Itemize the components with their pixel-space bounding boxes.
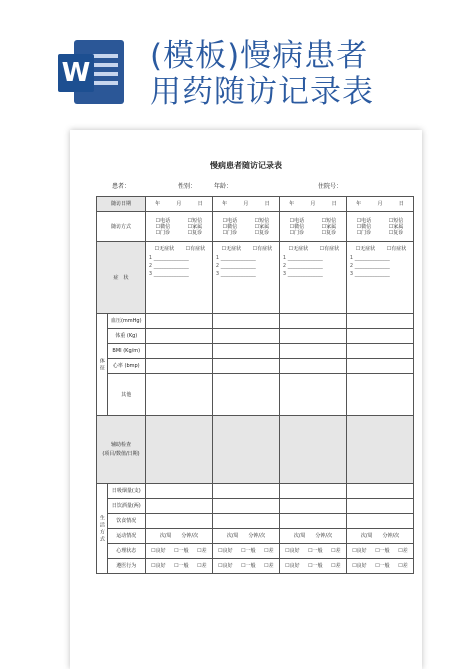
aux-exam-value [346, 416, 413, 484]
checkbox-option[interactable]: ☐电话 [222, 217, 238, 224]
body-sign-value [145, 359, 212, 374]
table-row [97, 242, 414, 314]
lifestyle-value [145, 484, 212, 499]
aux-exam-value [145, 416, 212, 484]
checkbox-option[interactable]: ☐短信 [388, 217, 404, 224]
checkbox-option[interactable]: ☐一般 [375, 563, 390, 569]
table-row [97, 374, 414, 416]
checkbox-option[interactable]: ☐差 [398, 548, 408, 554]
symptom-line: 1 ______________ [282, 255, 323, 261]
visit-date-label: 随访日期 [97, 197, 146, 212]
lifestyle-item-label: 日饮酒量(两) [107, 499, 145, 514]
visit-date-cell [346, 197, 413, 212]
body-sign-value [279, 329, 346, 344]
date-part: 年 [356, 201, 362, 207]
symptom-line: 2 ______________ [349, 263, 390, 269]
lifestyle-value [346, 559, 413, 574]
follow-up-table [96, 196, 414, 574]
body-sign-value [346, 359, 413, 374]
lifestyle-item-label: 遵医行为 [107, 559, 145, 574]
checkbox-option[interactable]: ☐差 [331, 563, 341, 569]
checkbox-option[interactable]: ☐家属 [187, 223, 203, 230]
visit-date-cell [212, 197, 279, 212]
visit-method-options [346, 212, 413, 242]
lifestyle-value [279, 544, 346, 559]
lifestyle-value [145, 544, 212, 559]
checkbox-option[interactable]: ☐家属 [254, 223, 270, 230]
date-part: 年 [289, 201, 295, 207]
lifestyle-value: 次/周 分钟/次 [346, 529, 413, 544]
table-row [97, 314, 414, 329]
checkbox-option[interactable]: ☐复诊 [321, 229, 337, 236]
checkbox-option[interactable]: ☐电话 [289, 217, 305, 224]
lifestyle-value: 次/周 分钟/次 [279, 529, 346, 544]
symptom-label: 症 状 [97, 242, 146, 314]
lifestyle-value [212, 484, 279, 499]
checkbox-option[interactable]: ☐差 [197, 548, 207, 554]
body-sign-value [145, 344, 212, 359]
checkbox-option[interactable]: ☐差 [197, 563, 207, 569]
date-part: 日 [331, 201, 337, 207]
age-label: 年龄： [214, 183, 233, 190]
table-row [97, 197, 414, 212]
date-part: 月 [176, 201, 182, 207]
checkbox-option[interactable]: ☐电话 [356, 217, 372, 224]
visit-method-options [145, 212, 212, 242]
checkbox-option[interactable]: ☐短信 [254, 217, 270, 224]
table-row [97, 416, 414, 484]
symptom-line: 3 ______________ [215, 271, 256, 277]
body-sign-value [279, 374, 346, 416]
checkbox-option[interactable]: ☐复诊 [187, 229, 203, 236]
checkbox-option[interactable]: ☐无症状 [221, 246, 242, 252]
lifestyle-item-label: 运动情况 [107, 529, 145, 544]
lifestyle-value [212, 499, 279, 514]
symptom-cell [346, 242, 413, 314]
table-row [97, 484, 414, 499]
checkbox-option[interactable]: ☐一般 [174, 548, 189, 554]
checkbox-option[interactable]: ☐有症状 [185, 246, 206, 252]
lifestyle-item-label: 心理状态 [107, 544, 145, 559]
checkbox-option[interactable]: ☐良好 [352, 548, 367, 554]
checkbox-option[interactable]: ☐门诊 [356, 229, 372, 236]
lifestyle-value [212, 544, 279, 559]
table-row [97, 329, 414, 344]
checkbox-option[interactable]: ☐有症状 [252, 246, 273, 252]
date-part: 日 [197, 201, 203, 207]
lifestyle-value: 次/周 分钟/次 [145, 529, 212, 544]
checkbox-option[interactable]: ☐家属 [388, 223, 404, 230]
table-row [97, 212, 414, 242]
body-sign-value [279, 359, 346, 374]
checkbox-option[interactable]: ☐家属 [321, 223, 337, 230]
body-sign-value [346, 344, 413, 359]
lifestyle-value [145, 499, 212, 514]
table-row [97, 559, 414, 574]
checkbox-option[interactable]: ☐良好 [151, 563, 166, 569]
symptom-line: 2 ______________ [215, 263, 256, 269]
checkbox-option[interactable]: ☐门诊 [222, 229, 238, 236]
hospital-no-label: 住院号： [318, 183, 343, 190]
body-sign-label: 心率 (bmp) [107, 359, 145, 374]
checkbox-option[interactable]: ☐一般 [308, 548, 323, 554]
symptom-line: 3 ______________ [148, 271, 189, 277]
checkbox-option[interactable]: ☐良好 [218, 563, 233, 569]
symptom-line: 1 ______________ [215, 255, 256, 261]
date-part: 月 [243, 201, 249, 207]
checkbox-option[interactable]: ☐微信 [155, 223, 171, 230]
checkbox-option[interactable]: ☐良好 [352, 563, 367, 569]
table-row [97, 499, 414, 514]
checkbox-option[interactable]: ☐电话 [155, 217, 171, 224]
symptom-cell [145, 242, 212, 314]
checkbox-option[interactable]: ☐一般 [241, 563, 256, 569]
aux-exam-note: (项目/数值/日期) [102, 451, 140, 457]
lifestyle-value [346, 514, 413, 529]
symptom-line: 3 ______________ [349, 271, 390, 277]
document-title: 慢病患者随访记录表 [210, 161, 282, 170]
gender-label: 性别： [178, 183, 197, 190]
checkbox-option[interactable]: ☐短信 [321, 217, 337, 224]
checkbox-option[interactable]: ☐复诊 [388, 229, 404, 236]
banner-title [150, 38, 374, 110]
checkbox-option[interactable]: ☐门诊 [155, 229, 171, 236]
symptom-line: 1 ______________ [148, 255, 189, 261]
body-sign-value [212, 359, 279, 374]
checkbox-option[interactable]: ☐差 [264, 563, 274, 569]
lifestyle-value [212, 559, 279, 574]
checkbox-option[interactable]: ☐有症状 [386, 246, 407, 252]
checkbox-option[interactable]: ☐门诊 [289, 229, 305, 236]
symptom-cell [279, 242, 346, 314]
checkbox-option[interactable]: ☐无症状 [355, 246, 376, 252]
body-sign-value [212, 314, 279, 329]
checkbox-option[interactable]: ☐无症状 [288, 246, 309, 252]
lifestyle-value [346, 544, 413, 559]
date-part: 日 [264, 201, 270, 207]
checkbox-option[interactable]: ☐良好 [285, 563, 300, 569]
checkbox-option[interactable]: ☐良好 [151, 548, 166, 554]
checkbox-option[interactable]: ☐微信 [356, 223, 372, 230]
visit-date-cell [145, 197, 212, 212]
aux-exam-label [97, 416, 146, 484]
document-page [70, 130, 422, 669]
date-part: 月 [377, 201, 383, 207]
checkbox-option[interactable]: ☐一般 [308, 563, 323, 569]
symptom-cell [212, 242, 279, 314]
banner [0, 0, 474, 118]
body-sign-value [212, 329, 279, 344]
checkbox-option[interactable]: ☐差 [264, 548, 274, 554]
table-row [97, 514, 414, 529]
visit-method-options [279, 212, 346, 242]
checkbox-option[interactable]: ☐一般 [241, 548, 256, 554]
lifestyle-value [346, 484, 413, 499]
body-sign-label: 血压(mmHg) [107, 314, 145, 329]
word-icon: W [58, 40, 128, 104]
visit-method-label: 随访方式 [97, 212, 146, 242]
lifestyle-value [212, 514, 279, 529]
symptom-line: 1 ______________ [349, 255, 390, 261]
date-part: 月 [310, 201, 316, 207]
body-sign-value [346, 314, 413, 329]
date-part: 年 [155, 201, 161, 207]
checkbox-option[interactable]: ☐良好 [285, 548, 300, 554]
checkbox-option[interactable]: ☐一般 [375, 548, 390, 554]
table-row [97, 529, 414, 544]
body-sign-value [279, 344, 346, 359]
checkbox-option[interactable]: ☐复诊 [254, 229, 270, 236]
body-sign-group-label: 体征 [97, 314, 108, 416]
body-sign-value [145, 314, 212, 329]
body-sign-value [346, 374, 413, 416]
banner-title-line-1: (模板)慢病患者 [150, 38, 369, 74]
lifestyle-value [279, 559, 346, 574]
banner-title-line-2: 用药随访记录表 [150, 74, 374, 110]
checkbox-option[interactable]: ☐无症状 [154, 246, 175, 252]
table-row [97, 359, 414, 374]
body-sign-value [212, 374, 279, 416]
symptom-line: 3 ______________ [282, 271, 323, 277]
lifestyle-value [145, 559, 212, 574]
body-sign-label: BMI (Kg/m) [107, 344, 145, 359]
aux-exam-value [212, 416, 279, 484]
checkbox-option[interactable]: ☐差 [398, 563, 408, 569]
date-part: 年 [222, 201, 228, 207]
lifestyle-item-label: 饮食情况 [107, 514, 145, 529]
symptom-line: 2 ______________ [282, 263, 323, 269]
body-sign-value [145, 374, 212, 416]
lifestyle-value [346, 499, 413, 514]
lifestyle-value: 次/周 分钟/次 [212, 529, 279, 544]
visit-method-options [212, 212, 279, 242]
checkbox-option[interactable]: ☐微信 [222, 223, 238, 230]
checkbox-option[interactable]: ☐差 [331, 548, 341, 554]
lifestyle-group-label: 生活方式 [97, 484, 108, 574]
body-sign-value [346, 329, 413, 344]
body-sign-label: 体重 (Kg) [107, 329, 145, 344]
patient-label: 患者： [112, 183, 131, 190]
table-row [97, 544, 414, 559]
table-row [97, 344, 414, 359]
lifestyle-value [279, 499, 346, 514]
date-part: 日 [398, 201, 404, 207]
checkbox-option[interactable]: ☐有症状 [319, 246, 340, 252]
lifestyle-value [279, 514, 346, 529]
checkbox-option[interactable]: ☐短信 [187, 217, 203, 224]
lifestyle-item-label: 日吸烟量(支) [107, 484, 145, 499]
aux-exam-value [279, 416, 346, 484]
body-sign-value [145, 329, 212, 344]
lifestyle-value [145, 514, 212, 529]
symptom-line: 2 ______________ [148, 263, 189, 269]
aux-exam-title: 辅助检查 [110, 442, 131, 448]
body-sign-value [279, 314, 346, 329]
body-sign-value [212, 344, 279, 359]
lifestyle-value [279, 484, 346, 499]
checkbox-option[interactable]: ☐一般 [174, 563, 189, 569]
body-sign-label: 其他 [107, 374, 145, 416]
checkbox-option[interactable]: ☐微信 [289, 223, 305, 230]
checkbox-option[interactable]: ☐良好 [218, 548, 233, 554]
visit-date-cell [279, 197, 346, 212]
